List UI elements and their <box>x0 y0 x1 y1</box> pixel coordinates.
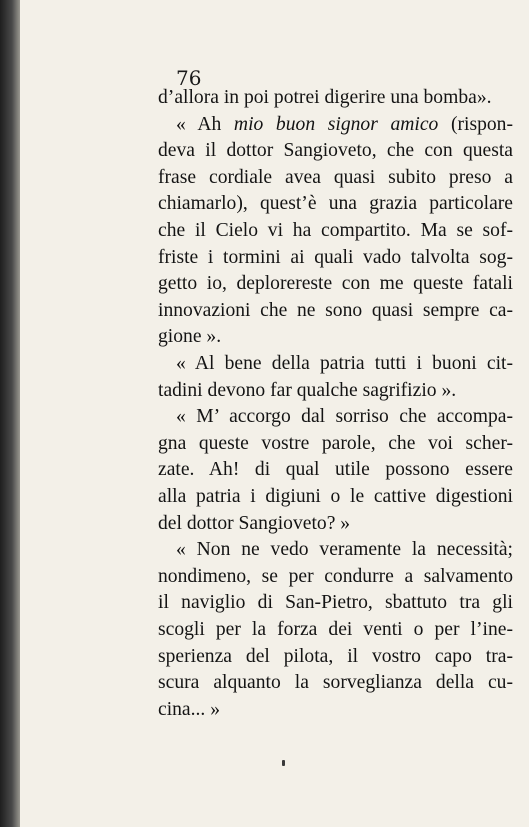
text-run: « Ah <box>176 113 234 135</box>
book-gutter-shadow <box>0 0 20 827</box>
text-line <box>158 326 513 352</box>
text-run: alla patria i digiuni o le cattive digestioni <box>158 486 513 507</box>
text-run: zate. Ah! di qual utile possono essere <box>158 459 513 481</box>
text-run: frase cordiale avea quasi subito preso a <box>158 166 513 188</box>
text-run: getto io, deplorereste con me queste fatali <box>158 273 513 295</box>
text-run: deva il dottor Sangioveto, che con questa <box>158 140 513 162</box>
italic-text-run: mio buon signor amico <box>233 113 439 135</box>
text-line <box>158 114 513 140</box>
text-line <box>158 592 513 618</box>
text-run: tadini devono far qualche sagrifizio ». <box>158 379 457 401</box>
text-run: chiamarlo), quest’è una grazia particolare <box>158 193 513 215</box>
text-line <box>158 87 513 113</box>
text-run: d’allora in poi potrei digerire una bomba». <box>158 87 492 108</box>
page-number: 76 <box>176 66 202 90</box>
text-line <box>158 273 513 299</box>
text-run: sperienza del pilota, il vostro capo tra- <box>158 645 513 667</box>
text-line <box>158 513 513 539</box>
text-line <box>158 247 513 273</box>
text-line <box>158 459 513 485</box>
text-run: che il Cielo vi ha compartito. Ma se sof- <box>158 220 513 241</box>
text-run: il naviglio di San-Pietro, sbattuto tra gli <box>158 592 513 614</box>
text-run: scura alquanto la sorveglianza della cu- <box>158 672 513 694</box>
text-run: « Non ne vedo veramente la necessità; <box>176 539 513 561</box>
text-line <box>158 486 513 512</box>
text-run: friste i tormini ai quali vado talvolta sog- <box>158 246 513 268</box>
text-line <box>158 380 513 406</box>
text-run: « Al bene della patria tutti i buoni cit- <box>176 353 513 374</box>
text-run: gione ». <box>158 326 222 348</box>
ink-speck <box>282 760 285 766</box>
text-line <box>158 353 513 379</box>
text-line <box>158 406 513 432</box>
text-line <box>158 193 513 219</box>
text-run: del dottor Sangioveto? » <box>158 512 351 534</box>
text-line <box>158 566 513 592</box>
text-line <box>158 646 513 672</box>
text-line <box>158 167 513 193</box>
text-run: innovazioni che ne sono quasi sempre ca- <box>158 299 513 321</box>
text-line <box>158 619 513 645</box>
text-run: cina... » <box>158 698 221 720</box>
text-line <box>158 539 513 565</box>
text-run: nondimeno, se per condurre a salvamento <box>158 565 513 587</box>
text-line <box>158 699 513 725</box>
text-run: gna queste vostre parole, che voi scher- <box>158 432 513 454</box>
text-line <box>158 300 513 326</box>
text-run: « M’ accorgo dal sorriso che accompa- <box>176 406 513 428</box>
text-line <box>158 220 513 246</box>
text-line <box>158 433 513 459</box>
text-line <box>158 672 513 698</box>
text-run: scogli per la forza dei venti o per l’ine- <box>158 619 513 640</box>
text-line <box>158 140 513 166</box>
text-run: (rispon- <box>438 113 514 135</box>
